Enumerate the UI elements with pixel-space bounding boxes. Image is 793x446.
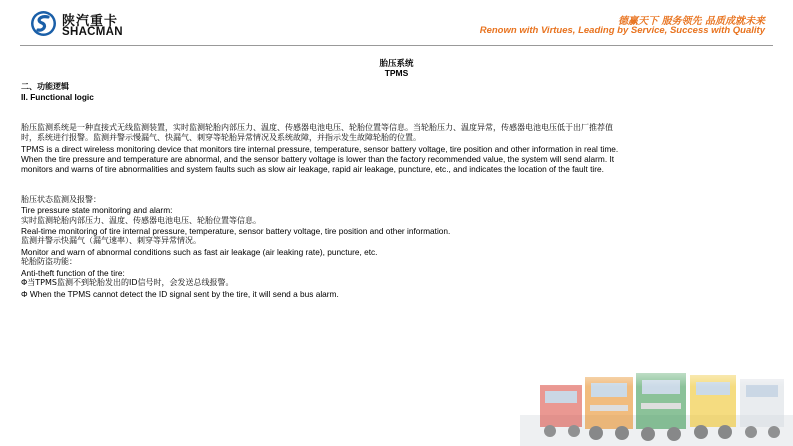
spacer [21,175,771,195]
monitoring-item1-en: Real-time monitoring of tire internal pressure, temperature, sensor battery voltage, tire position and other information. [21,226,451,237]
intro-en-line: TPMS is a direct wireless monitoring device that monitors tire internal pressure, temperature, sensor battery voltage, tire position and other information in real time. [21,143,619,154]
monitoring-heading-en: Tire pressure state monitoring and alarm: [21,205,173,216]
antitheft-item-en: Φ When the TPMS cannot detect the ID signal sent by the tire, it will send a bus alarm. [21,288,339,299]
brand-name-en: SHACMAN [62,26,123,38]
slogan-cn: 德赢天下 服务领先 品质成就未来 [618,16,765,27]
slogan-en: Renown with Virtues, Leading by Service, Success with Quality [479,25,765,36]
section-heading-cn: 二、功能逻辑 [21,82,69,91]
truck-fleet-image [520,355,793,446]
page-title-en: TPMS [384,68,409,78]
monitoring-heading-cn: 胎压状态监测及报警： [21,194,101,204]
spacer [21,103,771,123]
antitheft-heading-en: Anti-theft function of the tire: [21,267,125,278]
intro-cn-line: 胎压监测系统是一种直接式无线监测装置，实时监测轮胎内部压力、温度、传感器电池电压、轮胎位置等信息。当轮胎压力、温度异常，传感器电池电压低于出厂推荐值 [21,122,613,132]
document-body [21,82,771,299]
brand-name-cn: 陕汽重卡 [62,14,119,29]
antitheft-item-cn: Φ当TPMS监测不到轮胎发出的ID信号时，会发送总线报警。 [21,278,234,288]
intro-cn-line: 时，系统进行报警。监测并警示慢漏气、快漏气、刺穿等轮胎异常情况及系统故障，并指示发生故障轮胎的位置。 [21,133,421,143]
monitoring-item2-cn: 监测并警示快漏气（漏气速率）、刺穿等异常情况。 [21,236,201,246]
intro-en-line: When the tire pressure and temperature are abnormal, and the sensor battery voltage is lower than the factory recommended value, the system will send alarm. It [21,154,615,165]
monitoring-item1-cn: 实时监测轮胎内部压力、温度、传感器电池电压、轮胎位置等信息。 [21,215,261,225]
section-heading-en: II. Functional logic [21,92,94,103]
page-header [0,0,793,44]
intro-en-line: monitors and warns of tire abnormalities and system faults such as slow air leakage, rapid air leakage, puncture, etc., and indicates the location of the fault tire. [21,164,604,175]
page-title-cn: 胎压系统 [379,59,414,69]
antitheft-heading-cn: 轮胎防盗功能： [21,257,77,267]
shacman-logo-icon [30,10,57,37]
monitoring-item2-en: Monitor and warn of abnormal conditions such as fast air leakage (air leaking rate), puncture, etc. [21,246,378,257]
header-divider [20,45,773,46]
